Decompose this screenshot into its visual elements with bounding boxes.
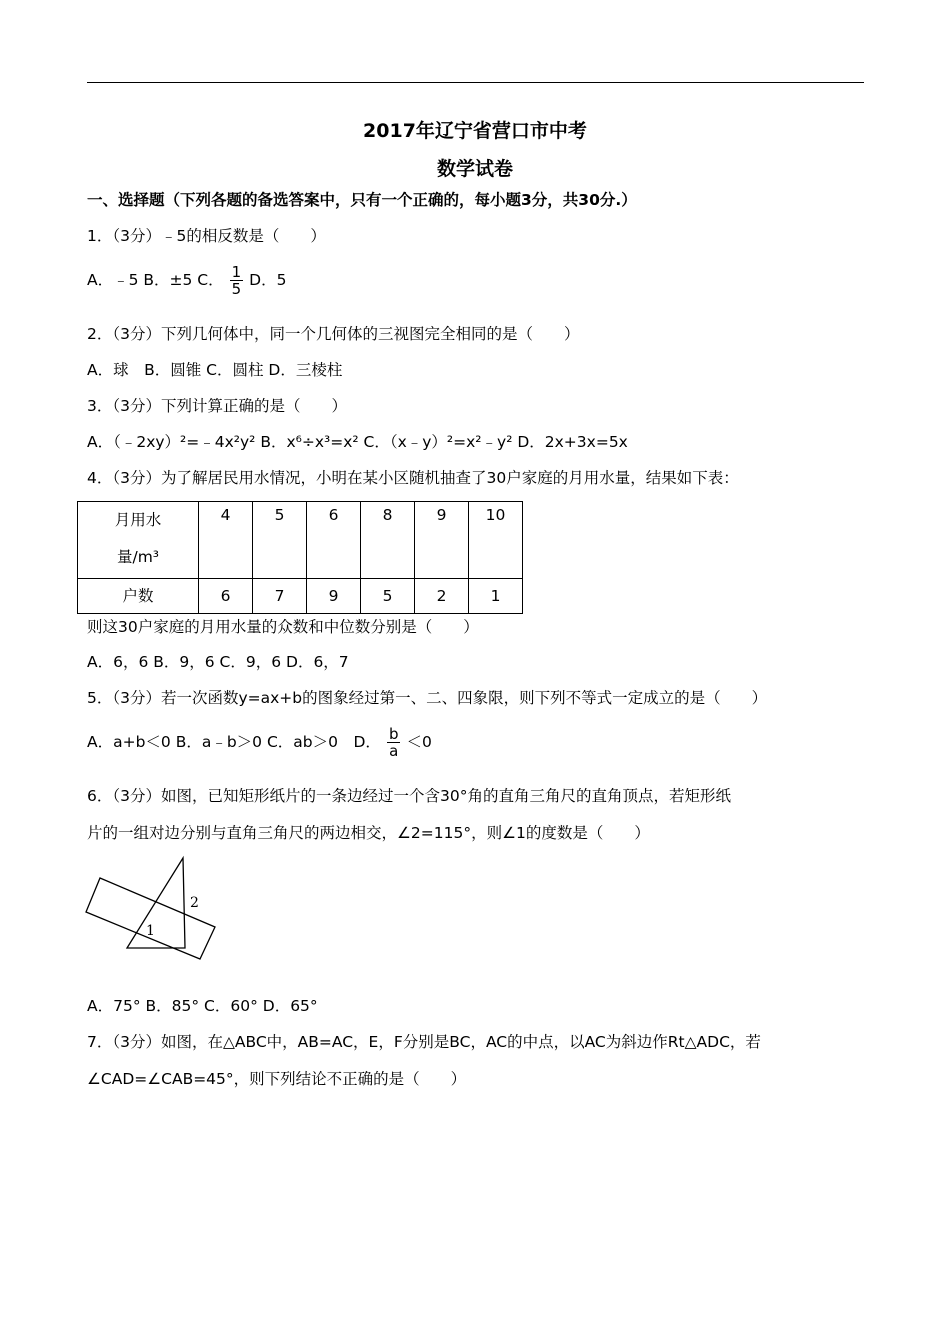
question-7-stem-line-2: ∠CAD=∠CAB=45°，则下列结论不正确的是（ ） <box>87 1070 467 1088</box>
table-row <box>78 579 523 614</box>
question-5-fraction <box>387 726 401 759</box>
question-5-options <box>87 726 432 759</box>
question-2-stem: 2．（3分）下列几何体中，同一个几何体的三视图完全相同的是（ ） <box>87 325 580 343</box>
question-5-options-post: ＜0 <box>406 733 432 751</box>
triangle-ruler-shape <box>127 858 185 948</box>
water-usage-table <box>77 501 523 614</box>
table-cell: 1 <box>469 579 523 614</box>
table-cell: 4 <box>199 502 253 579</box>
question-6-stem-line-2: 片的一组对边分别与直角三角尺的两边相交，∠2=115°，则∠1的度数是（ ） <box>87 824 650 842</box>
fraction-numerator: 1 <box>231 263 242 281</box>
question-4-stem: 4．（3分）为了解居民用水情况，小明在某小区随机抽查了30户家庭的月用水量，结果如下表： <box>87 469 739 487</box>
question-7-stem-line-1: 7．（3分）如图，在△ABC中，AB=AC，E，F分别是BC，AC的中点，以AC为斜边作Rt△ADC，若 <box>87 1033 761 1051</box>
table-cell: 6 <box>199 579 253 614</box>
table-cell: 8 <box>361 502 415 579</box>
exam-title: 2017年辽宁省营口市中考 <box>363 120 587 142</box>
question-1-options <box>87 264 286 297</box>
table-header-line-2: 量/m³ <box>116 548 160 566</box>
question-5-options-pre: A．a+b＜0 B．a﹣b＞0 C．ab＞0 D． <box>87 733 381 751</box>
table-cell: 7 <box>253 579 307 614</box>
table-row-header <box>78 502 199 579</box>
angle-1-label: 1 <box>146 923 155 939</box>
table-cell: 5 <box>253 502 307 579</box>
question-2-options: A．球 B．圆锥 C．圆柱 D．三棱柱 <box>87 361 343 379</box>
section-heading: 一、选择题（下列各题的备选答案中，只有一个正确的，每小题3分，共30分.） <box>87 191 637 209</box>
table-header-line-1: 月用水 <box>114 511 162 529</box>
question-6-stem-line-1: 6．（3分）如图，已知矩形纸片的一条边经过一个含30°角的直角三角尺的直角顶点，若矩形纸 <box>87 787 731 805</box>
header-rule <box>87 82 864 83</box>
question-1-stem: 1．（3分）﹣5的相反数是（ ） <box>87 227 326 245</box>
table-cell: 9 <box>307 579 361 614</box>
fraction-numerator: b <box>388 725 399 743</box>
question-4-followup: 则这30户家庭的月用水量的众数和中位数分别是（ ） <box>87 618 479 636</box>
rectangle-triangle-figure <box>83 855 223 965</box>
question-5-stem: 5．（3分）若一次函数y=ax+b的图象经过第一、二、四象限，则下列不等式一定成立的是（ ） <box>87 689 768 707</box>
table-cell: 2 <box>415 579 469 614</box>
question-6-options: A．75° B．85° C．60° D．65° <box>87 997 318 1015</box>
fraction-denominator: a <box>389 742 399 760</box>
rectangle-shape <box>86 878 215 959</box>
table-row-header: 户数 <box>78 579 199 614</box>
table-cell: 6 <box>307 502 361 579</box>
question-1-options-post: D．5 <box>249 271 287 289</box>
table-cell: 10 <box>469 502 523 579</box>
table-cell: 5 <box>361 579 415 614</box>
question-3-options: A．（﹣2xy）²=﹣4x²y² B．x⁶÷x³=x² C．（x﹣y）²=x²﹣y² D．2x+3x=5x <box>87 433 628 451</box>
angle-2-label: 2 <box>190 895 199 911</box>
question-1-options-pre: A．﹣5 B．±5 C． <box>87 271 224 289</box>
question-1-fraction <box>230 264 244 297</box>
table-cell: 9 <box>415 502 469 579</box>
question-4-options: A．6，6 B．9，6 C．9，6 D．6，7 <box>87 653 349 671</box>
question-3-stem: 3．（3分）下列计算正确的是（ ） <box>87 397 347 415</box>
table-row <box>78 502 523 579</box>
fraction-denominator: 5 <box>231 280 242 298</box>
exam-subtitle: 数学试卷 <box>436 158 513 180</box>
